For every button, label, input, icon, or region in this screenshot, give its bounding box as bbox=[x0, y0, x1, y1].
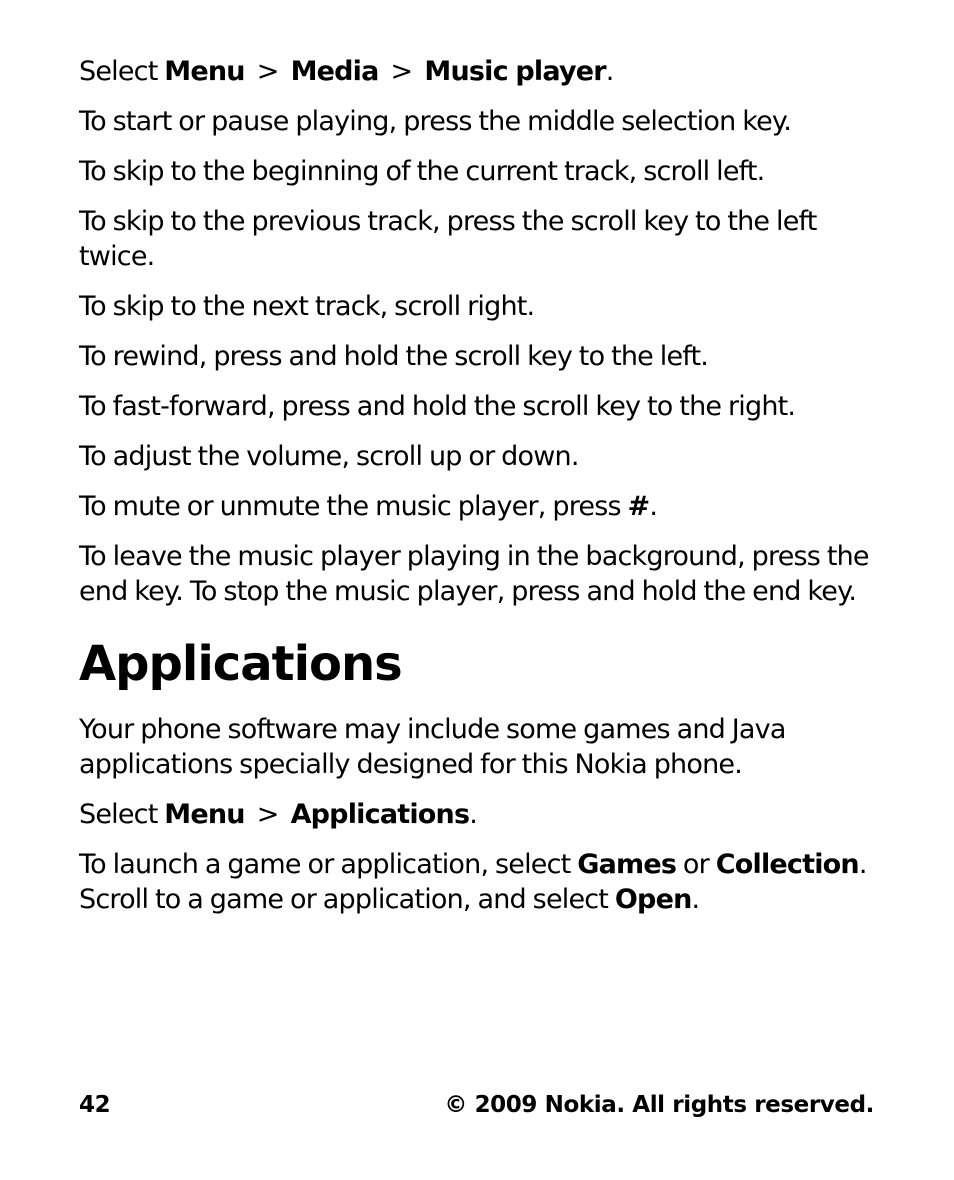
applications-menu-path bbox=[79, 797, 879, 832]
applications-heading: Applications bbox=[79, 636, 402, 692]
menu-label: Menu bbox=[164, 799, 245, 830]
page-footer bbox=[79, 1090, 874, 1120]
page-number: 42 bbox=[79, 1092, 111, 1118]
hash-key-label: # bbox=[627, 491, 650, 522]
instruction-fast-forward: To fast-forward, press and hold the scroll key to the right. bbox=[79, 391, 796, 422]
launch-end: . bbox=[691, 884, 700, 915]
instruction-mute bbox=[79, 489, 879, 524]
music-player-label: Music player bbox=[424, 56, 606, 87]
music-player-menu-path bbox=[79, 54, 879, 89]
path-prefix: Select bbox=[79, 56, 158, 87]
instruction-leave-stop: To leave the music player playing in the background, press the end key. To stop the music player, press and hold the end key. bbox=[79, 541, 869, 607]
launch-text: or bbox=[676, 849, 716, 880]
open-label: Open bbox=[614, 884, 692, 915]
collection-label: Collection bbox=[715, 849, 859, 880]
path-separator: > bbox=[390, 56, 413, 87]
menu-label: Menu bbox=[164, 56, 245, 87]
instruction-volume: To adjust the volume, scroll up or down. bbox=[79, 441, 579, 472]
page-content bbox=[79, 54, 879, 932]
path-prefix: Select bbox=[79, 799, 158, 830]
instruction-rewind: To rewind, press and hold the scroll key to the left. bbox=[79, 341, 709, 372]
applications-label: Applications bbox=[290, 799, 470, 830]
launch-text: . Scroll to a game or application, and select bbox=[79, 849, 867, 915]
instruction-skip-previous: To skip to the previous track, press the scroll key to the left twice. bbox=[79, 206, 817, 272]
instruction-skip-beginning: To skip to the beginning of the current track, scroll left. bbox=[79, 156, 765, 187]
path-separator: > bbox=[256, 56, 279, 87]
applications-launch bbox=[79, 847, 879, 917]
mute-end: . bbox=[649, 491, 658, 522]
launch-text: To launch a game or application, select bbox=[79, 849, 578, 880]
copyright-notice: © 2009 Nokia. All rights reserved. bbox=[444, 1092, 874, 1118]
games-label: Games bbox=[577, 849, 677, 880]
instruction-start-pause: To start or pause playing, press the middle selection key. bbox=[79, 106, 791, 137]
path-end: . bbox=[605, 56, 614, 87]
instruction-skip-next: To skip to the next track, scroll right. bbox=[79, 291, 535, 322]
mute-text: To mute or unmute the music player, press bbox=[79, 491, 628, 522]
path-end: . bbox=[469, 799, 478, 830]
applications-intro: Your phone software may include some games and Java applications specially designed for this Nokia phone. bbox=[79, 714, 786, 780]
media-label: Media bbox=[290, 56, 379, 87]
path-separator: > bbox=[256, 799, 279, 830]
